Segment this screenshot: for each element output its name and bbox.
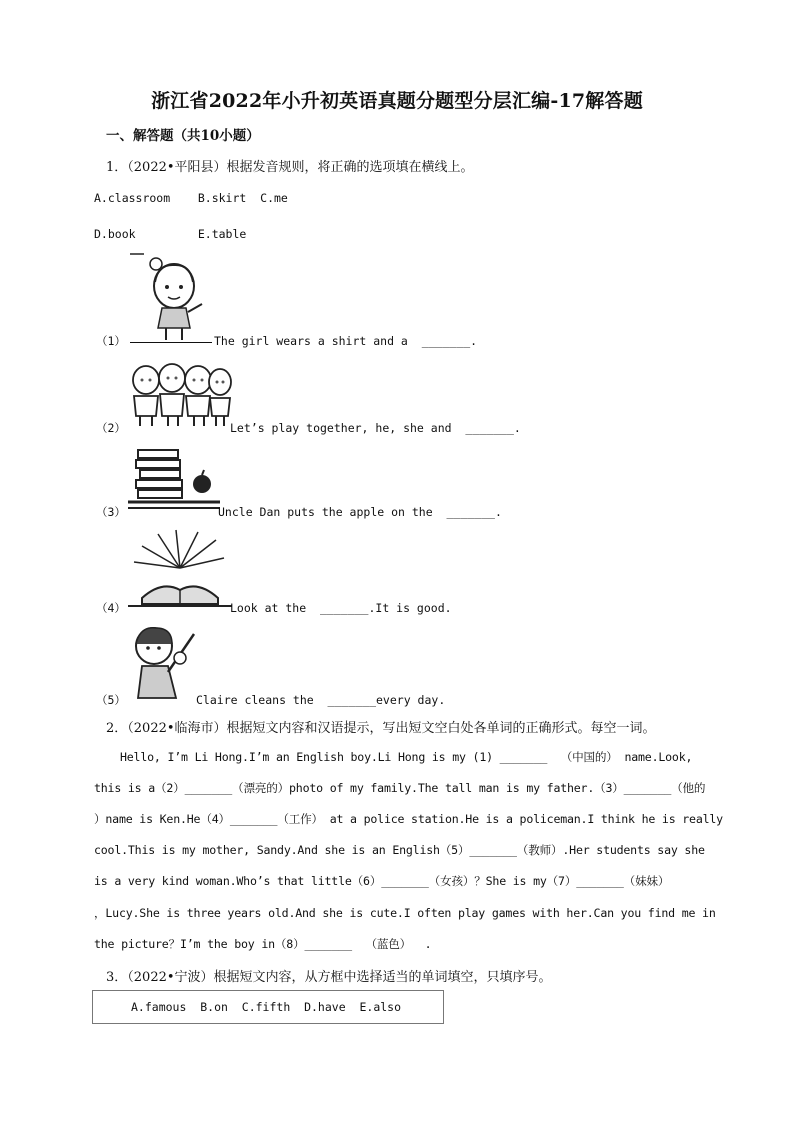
q1-item-3-text: Uncle Dan puts the apple on the _______. bbox=[218, 505, 502, 519]
section-heading: 一、解答题（共10小题） bbox=[106, 128, 260, 144]
q2-line-3: ）name is Ken.He（4）_______（工作） at a police station.He is a policeman.I think he is really bbox=[94, 812, 723, 826]
q1-item-5-number: （5） bbox=[96, 693, 126, 707]
answer-line bbox=[130, 342, 212, 343]
q1-item-4-number: （4） bbox=[96, 601, 126, 615]
q1-item-3-number: （3） bbox=[96, 505, 126, 519]
q1-item-4-text: Look at the _______.It is good. bbox=[230, 601, 452, 615]
girl-cleaning-picture bbox=[128, 624, 200, 704]
q2-line-2: this is a（2）_______（漂亮的）photo of my family.The tall man is my father.（3）_______（他的 bbox=[94, 781, 706, 795]
q3-stem: 3．（2022•宁波）根据短文内容，从方框中选择适当的单词填空，只填序号。 bbox=[106, 970, 552, 985]
open-book-picture bbox=[128, 528, 232, 608]
q2-stem: 2．（2022•临海市）根据短文内容和汉语提示，写出短文空白处各单词的正确形式。每空一词。 bbox=[106, 721, 656, 736]
q2-line-5: is a very kind woman.Who’s that little（6）_______（女孩）？She is my（7）_______（妹妹） bbox=[94, 874, 670, 888]
children-picture bbox=[128, 358, 232, 430]
q1-options-line-2: D.book E.table bbox=[94, 227, 247, 241]
q1-item-5-text: Claire cleans the _______every day. bbox=[196, 693, 446, 707]
q1-item-2-text: Let’s play together, he, she and _______. bbox=[230, 421, 521, 435]
q1-options-line-1: A.classroom B.skirt C.me bbox=[94, 191, 288, 205]
word-bank-options: A.famous B.on C.fifth D.have E.also bbox=[131, 1000, 402, 1014]
q1-item-1-number: （1） bbox=[96, 334, 126, 348]
q2-line-7: the picture？I’m the boy in（8）_______ （蓝色） . bbox=[94, 937, 432, 951]
word-bank-box bbox=[92, 990, 444, 1024]
page-title: 浙江省2022年小升初英语真题分题型分层汇编-17解答题 bbox=[151, 90, 643, 112]
q2-line-1: Hello, I’m Li Hong.I’m an English boy.Li Hong is my (1) _______ （中国的） name.Look, bbox=[120, 750, 693, 764]
q2-line-4: cool.This is my mother, Sandy.And she is an English（5）_______（教师）.Her students say she bbox=[94, 843, 705, 857]
q1-stem: 1．（2022•平阳县）根据发音规则，将正确的选项填在横线上。 bbox=[106, 160, 474, 175]
girl-picture bbox=[128, 252, 210, 344]
books-table-picture bbox=[128, 442, 220, 512]
q1-item-2-number: （2） bbox=[96, 421, 126, 435]
q2-line-6: ，Lucy.She is three years old.And she is cute.I often play games with her.Can you find me in bbox=[94, 906, 716, 920]
q1-item-1-text: The girl wears a shirt and a _______. bbox=[214, 334, 478, 348]
